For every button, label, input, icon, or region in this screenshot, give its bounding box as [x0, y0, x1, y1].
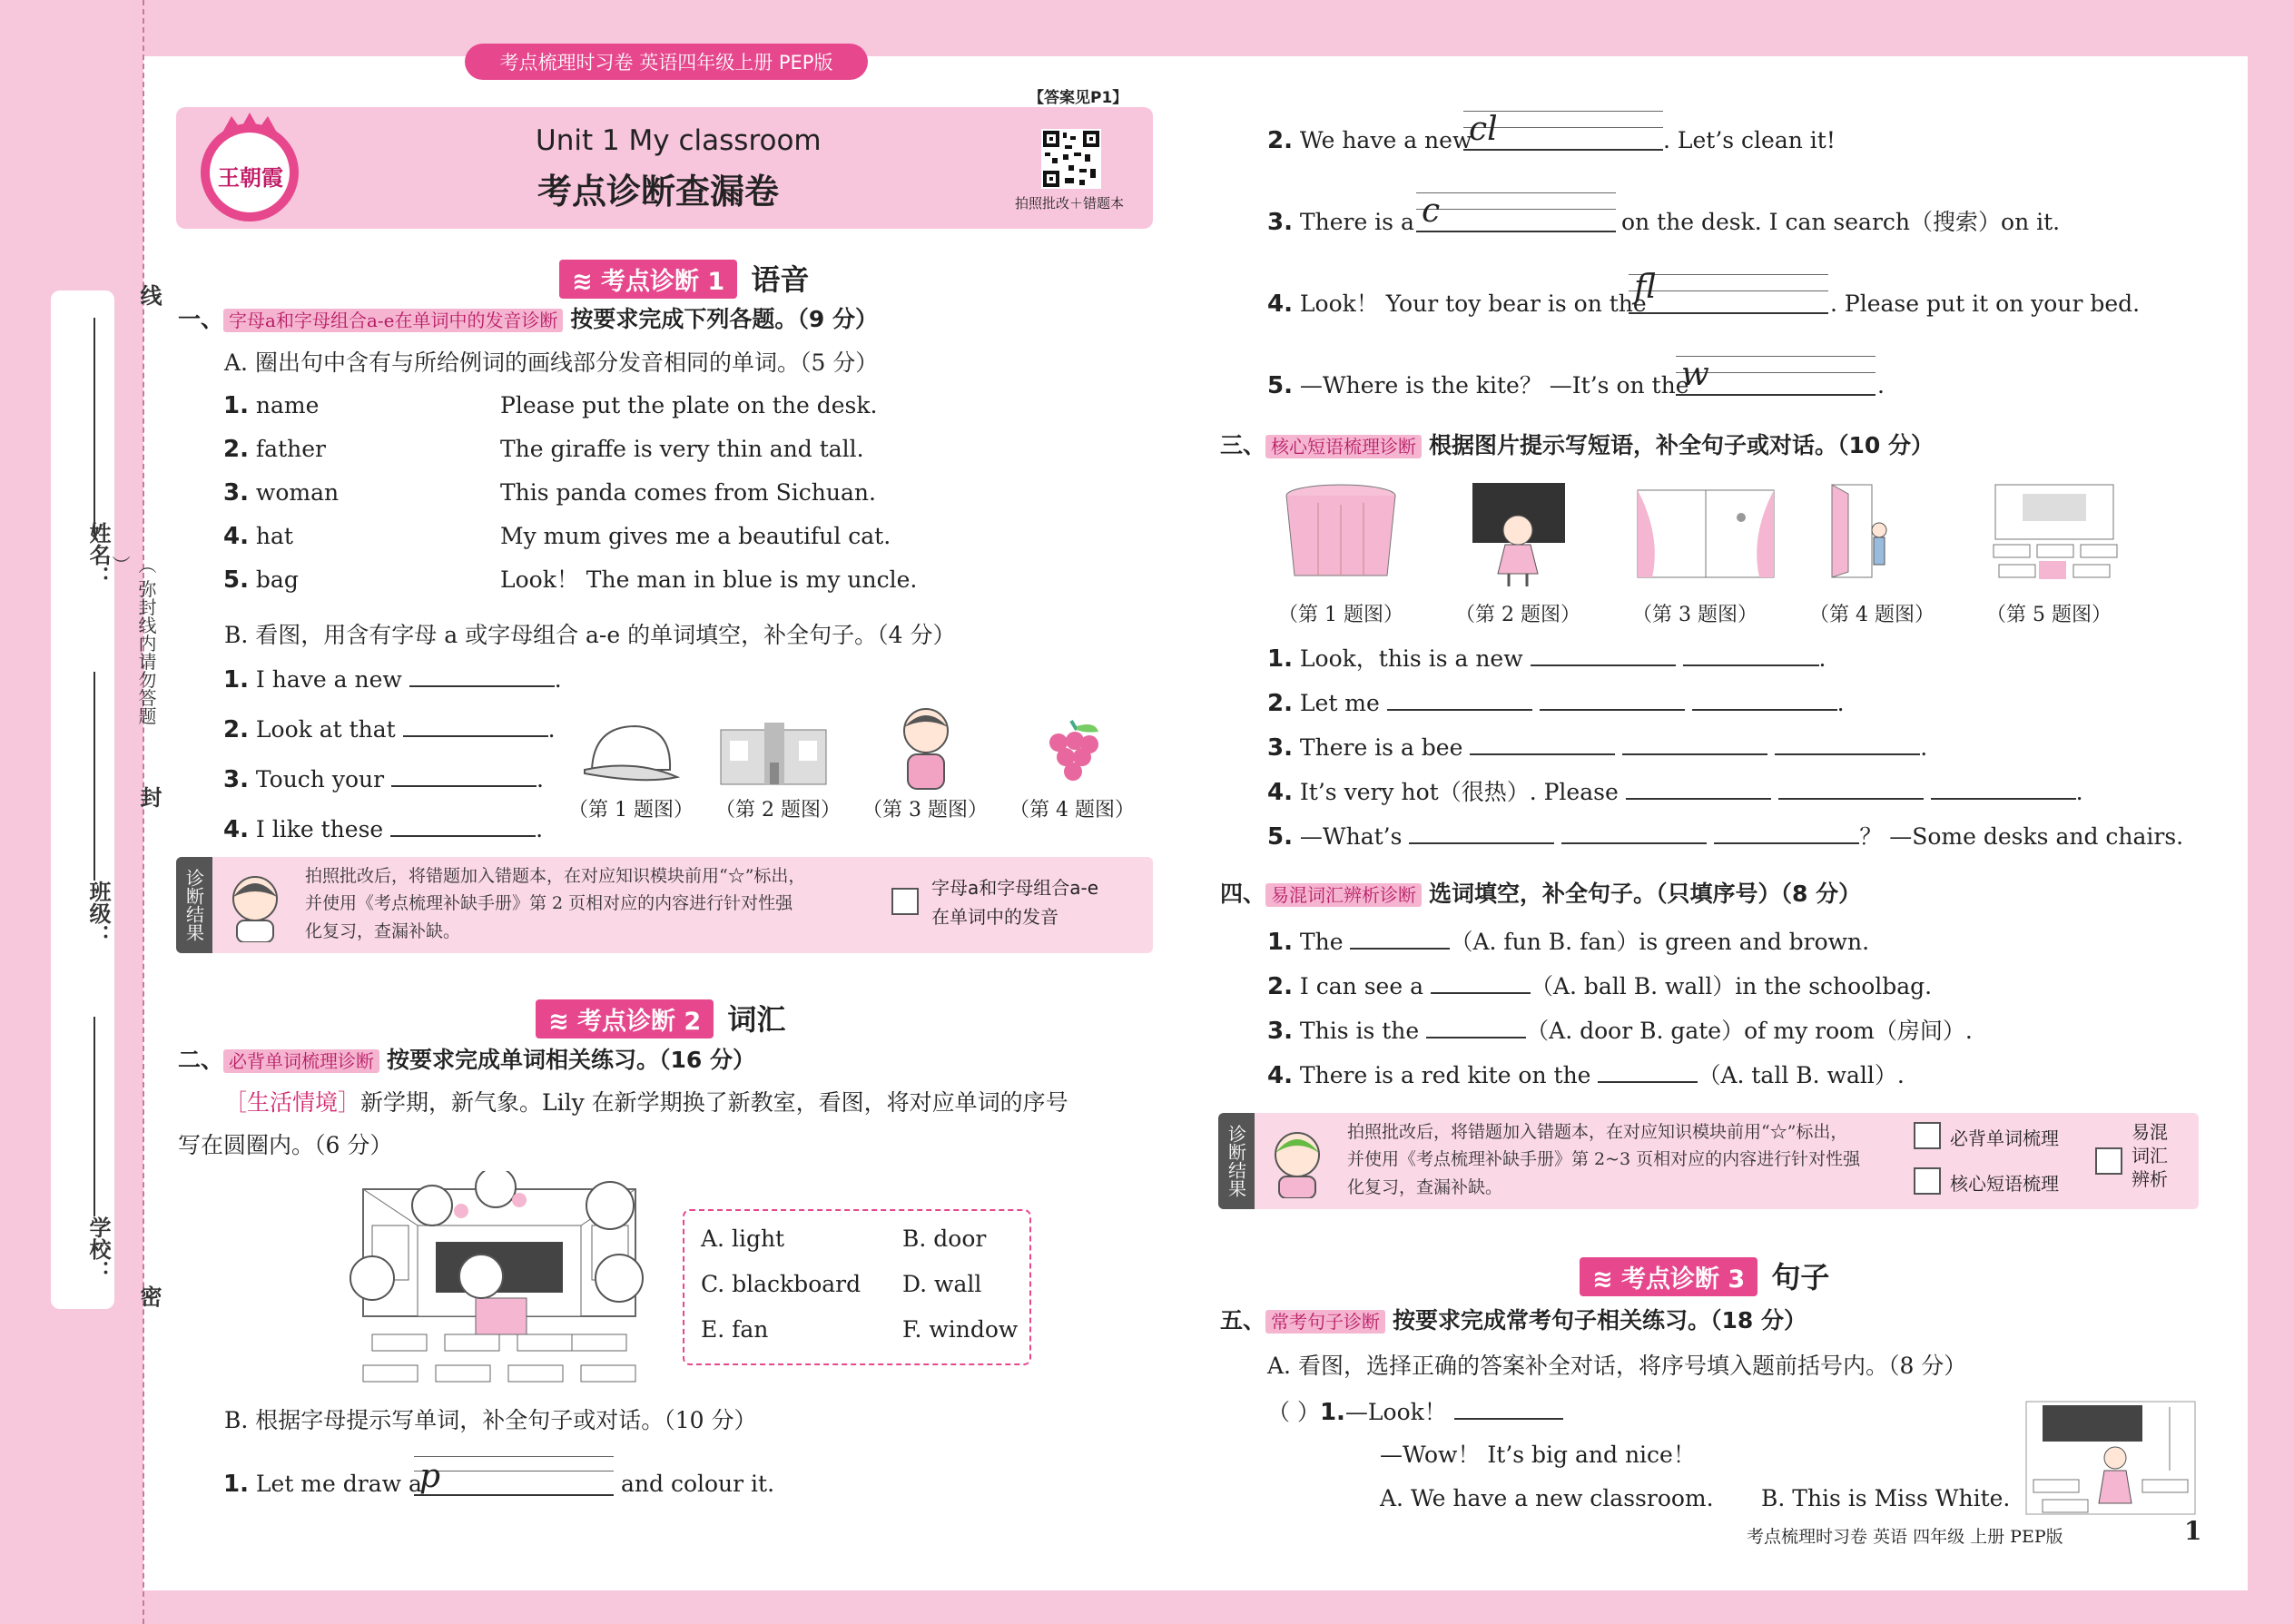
answer-blank[interactable] [1598, 1061, 1698, 1083]
list-item: 1. Let me draw a [223, 1471, 422, 1498]
q5-tag: 常考句子诊断 [1265, 1310, 1385, 1334]
q1-partA: A. 圈出句中含有与所给例词的画线部分发音相同的单词。（5 分） [224, 349, 879, 376]
letter-hint: cl [1469, 111, 1498, 148]
diagnosis-box-2 [1218, 1113, 2199, 1209]
answer-blank[interactable] [1454, 1398, 1563, 1420]
sec2-tag: ≋ 考点诊断 2 [536, 999, 714, 1038]
list-item: 3. Touch your . [223, 766, 544, 793]
q2-partA-line2: 写在圆圈内。（6 分） [178, 1132, 393, 1158]
girl-avatar [1265, 1126, 1329, 1202]
checkbox-label: 字母a和字母组合a-e 在单词中的发音 [931, 877, 1099, 928]
list-item: 4. It’s very hot（很热）. Please . [1267, 779, 2083, 806]
checkbox[interactable] [1914, 1167, 1941, 1195]
answer-blank[interactable] [1778, 778, 1924, 800]
dialogue-item: （ ）1.—Look！ [1267, 1398, 1563, 1427]
letter-hint: w [1681, 356, 1709, 393]
teacher-avatar [223, 870, 287, 946]
option-e: E. fan [701, 1316, 769, 1343]
answer-blank[interactable] [1531, 645, 1676, 666]
qr-code[interactable] [1041, 129, 1101, 189]
list-item: 3. woman This panda comes from Sichuan. [223, 479, 876, 507]
girl-blackboard-illustration [1469, 479, 1569, 592]
caption-4: （第 4 题图） [1809, 604, 1935, 626]
diag-instructions: 拍照批改后，将错题加入错题本，在对应知识模块前用“☆”标出， 并使用《考点梳理补缺手册》第 2~3 页相对应的内容进行针对性强 化复习，查漏补缺。 [1347, 1122, 1861, 1197]
answer-blank[interactable] [1622, 733, 1767, 755]
answer-blank[interactable] [1470, 733, 1615, 755]
teacher-classroom-illustration [2024, 1398, 2197, 1520]
answer-blank[interactable] [1409, 822, 1554, 844]
sec2-title: 词汇 [727, 1002, 786, 1037]
top-banner: 考点梳理时习卷 英语四年级上册 PEP版 [465, 44, 868, 80]
classroom-desks-illustration [1986, 481, 2122, 585]
sec3-heading [1580, 1255, 1829, 1296]
diag-instructions: 拍照批改后，将错题加入错题本，在对应知识模块前用“☆”标出， 并使用《考点梳理补缺手册》第 2 页相对应的内容进行针对性强 化复习，查漏补缺。 [305, 866, 806, 941]
q4-heading: 四、 易混词汇辨析诊断 选词填空，补全句子。（只填序号）（8 分） [1220, 881, 1862, 907]
option-b: B. This is Miss White. [1761, 1485, 2011, 1511]
list-item: 1. name Please put the plate on the desk. [223, 392, 878, 419]
q1-partA-list [223, 392, 918, 610]
option-a: A. We have a new classroom. [1380, 1485, 1714, 1511]
list-item: 5. —What’s ？ —Some desks and chairs. [1267, 823, 2184, 851]
list-item: 5. bag Look！ The man in blue is my uncle. [223, 566, 918, 594]
checkbox[interactable] [891, 888, 919, 915]
answer-blank[interactable] [1561, 822, 1707, 844]
school-line[interactable] [94, 1017, 95, 1216]
binding-strip [51, 290, 114, 1309]
q1-label: 一、 [178, 306, 224, 332]
caption-4: （第 4 题图） [1009, 799, 1135, 822]
q4-tag: 易混词汇辨析诊断 [1265, 883, 1422, 907]
q2-heading: 二、 必背单词梳理诊断 按要求完成单词相关练习。（16 分） [178, 1047, 755, 1073]
list-item: 3. There is a [1267, 209, 1414, 236]
list-item: 1. Look，this is a new . [1267, 645, 1826, 673]
list-item: 1. I have a new . [223, 666, 562, 694]
answer-blank[interactable] [1426, 1017, 1526, 1038]
house-illustration [717, 717, 830, 790]
unit-title: Unit 1 My classroom [536, 124, 822, 157]
footer-text: 考点梳理时习卷 英语 四年级 上册 PEP版 [1747, 1527, 2063, 1547]
answer-ref: 【答案见P1】 [1029, 89, 1128, 107]
caption-3: （第 3 题图） [1632, 604, 1757, 626]
sec3-title: 句子 [1771, 1260, 1830, 1294]
answer-blank[interactable] [1387, 689, 1532, 711]
letter-hint: p [419, 1458, 441, 1495]
caption-5: （第 5 题图） [1986, 604, 2112, 626]
list-item: 3. This is the （A. door B. gate）of my room（房间）. [1267, 1018, 1973, 1045]
answer-blank[interactable] [403, 715, 548, 737]
answer-blank[interactable] [1931, 778, 2076, 800]
sec3-tag: ≋ 考点诊断 3 [1580, 1257, 1757, 1296]
sec1-tag: ≋ 考点诊断 1 [559, 260, 737, 299]
grapes-illustration [1035, 717, 1108, 793]
list-item: 4. hat My mum gives me a beautiful cat. [223, 523, 891, 550]
answer-blank[interactable] [1431, 972, 1531, 994]
checkbox-label: 核心短语梳理 [1950, 1173, 2059, 1195]
answer-blank[interactable] [1540, 689, 1685, 711]
list-item: 4. Look！ Your toy bear is on the [1267, 290, 1647, 318]
caption-1: （第 1 题图） [568, 799, 694, 822]
sentence-end: . [1877, 372, 1885, 399]
cap-illustration [581, 717, 681, 793]
q3-tag: 核心短语梳理诊断 [1265, 435, 1422, 458]
school-label: 学校： [85, 1216, 111, 1282]
answer-blank[interactable] [1775, 733, 1920, 755]
name-line[interactable] [94, 318, 95, 536]
q1-partB-list [223, 665, 562, 865]
sec1-title: 语音 [751, 262, 810, 297]
checkbox[interactable] [1914, 1122, 1941, 1149]
answer-blank[interactable] [391, 765, 537, 787]
list-item: 2. I can see a （A. ball B. wall）in the schoolbag. [1267, 973, 1933, 1000]
list-item: 3. There is a bee . [1267, 734, 1928, 762]
caption-2: （第 2 题图） [715, 799, 841, 822]
binding-seal-mark: 封 [136, 786, 162, 808]
q5-heading: 五、 常考句子诊断 按要求完成常考句子相关练习。（18 分） [1220, 1307, 1807, 1334]
checkbox-label: 易混 词汇 辨析 [2132, 1121, 2168, 1190]
sec2-heading [536, 997, 785, 1038]
q1-text: 按要求完成下列各题。（9 分） [570, 306, 879, 332]
q2-tag: 必背单词梳理诊断 [223, 1049, 379, 1073]
option-b: B. door [902, 1225, 987, 1252]
logo-text: 王朝霞 [218, 164, 283, 191]
option-d: D. wall [902, 1271, 982, 1297]
list-item: 4. I like these . [223, 816, 544, 843]
door-illustration [1825, 481, 1897, 585]
paper-title: 考点诊断查漏卷 [537, 172, 780, 212]
binding-notice: （ 弥封线内请勿答题 ） [109, 556, 157, 725]
letter-hint: fl [1634, 269, 1657, 306]
answer-bracket[interactable]: （ ） [1267, 1399, 1320, 1425]
desk-illustration [1282, 481, 1400, 585]
sentence-end: . Let’s clean it! [1663, 127, 1836, 153]
boy-illustration [890, 704, 962, 794]
q5-partA: A. 看图，选择正确的答案补全对话，将序号填入题前括号内。（8 分） [1267, 1353, 1967, 1379]
q1-tag: 字母a和字母组合a-e在单词中的发音诊断 [223, 309, 563, 332]
list-item: 2. father The giraffe is very thin and tall. [223, 436, 864, 463]
letter-hint: c [1422, 192, 1441, 230]
list-item: 2. Look at that . [223, 716, 556, 743]
binding-dashed-line [143, 0, 144, 1624]
logo-badge [196, 111, 303, 225]
binding-line-mark: 线 [136, 284, 162, 306]
binding-cut-mark: 密 [136, 1285, 162, 1307]
answer-blank[interactable] [390, 815, 536, 837]
option-c: C. blackboard [701, 1271, 861, 1297]
list-item: 2. Let me . [1267, 690, 1845, 717]
list-item: 1. The （A. fun B. fan）is green and brown. [1267, 929, 1870, 956]
sec1-heading [559, 257, 809, 299]
q1-partB: B. 看图，用含有字母 a 或字母组合 a-e 的单词填空，补全句子。（4 分） [224, 622, 956, 648]
sentence-end: . Please put it on your bed. [1830, 290, 2141, 317]
caption-2: （第 2 题图） [1455, 604, 1580, 626]
q2-partB: B. 根据字母提示写单词，补全句子或对话。（10 分） [224, 1407, 757, 1433]
dialogue-line: —Wow！ It’s big and nice！ [1380, 1442, 1696, 1468]
caption-3: （第 3 题图） [862, 799, 988, 822]
list-item: 4. There is a red kite on the （A. tall B. wall）. [1267, 1062, 1905, 1089]
q1-heading [178, 306, 878, 333]
class-line[interactable] [94, 672, 95, 881]
answer-blank[interactable] [1714, 822, 1859, 844]
diag-label: 诊断结果 [1218, 1113, 1255, 1209]
checkbox-label: 必背单词梳理 [1950, 1127, 2059, 1149]
page-number: 1 [2184, 1516, 2202, 1546]
qr-caption: 拍照批改＋错题本 [1015, 195, 1125, 212]
word-options-box [683, 1209, 1031, 1365]
class-label: 班级： [85, 881, 111, 946]
answer-blank[interactable] [1350, 928, 1450, 950]
sentence-end: on the desk. I can search（搜索）on it. [1621, 209, 2061, 235]
caption-1: （第 1 题图） [1278, 604, 1403, 626]
option-f: F. window [902, 1316, 1019, 1343]
diagnosis-box-1 [176, 857, 1153, 953]
q2-partA-line1: ［生活情境］新学期，新气象。Lily 在新学期换了新教室，看图，将对应单词的序号 [224, 1089, 1068, 1116]
answer-blank[interactable] [409, 665, 555, 687]
q3-heading: 三、 核心短语梳理诊断 根据图片提示写短语，补全句子或对话。（10 分） [1220, 432, 1934, 458]
answer-blank[interactable] [1692, 689, 1837, 711]
list-item: 2. We have a new [1267, 127, 1472, 154]
sentence-end: and colour it. [621, 1471, 775, 1497]
checkbox[interactable] [2095, 1147, 2122, 1175]
list-item: 5. —Where is the kite？ —It’s on the [1267, 372, 1689, 399]
window-illustration [1625, 481, 1779, 585]
answer-blank[interactable] [1683, 645, 1819, 666]
name-label: 姓名： [85, 522, 111, 587]
classroom-illustration [345, 1171, 654, 1393]
answer-blank[interactable] [1626, 778, 1771, 800]
diag-label: 诊断结果 [176, 857, 212, 953]
option-a: A. light [701, 1225, 785, 1252]
